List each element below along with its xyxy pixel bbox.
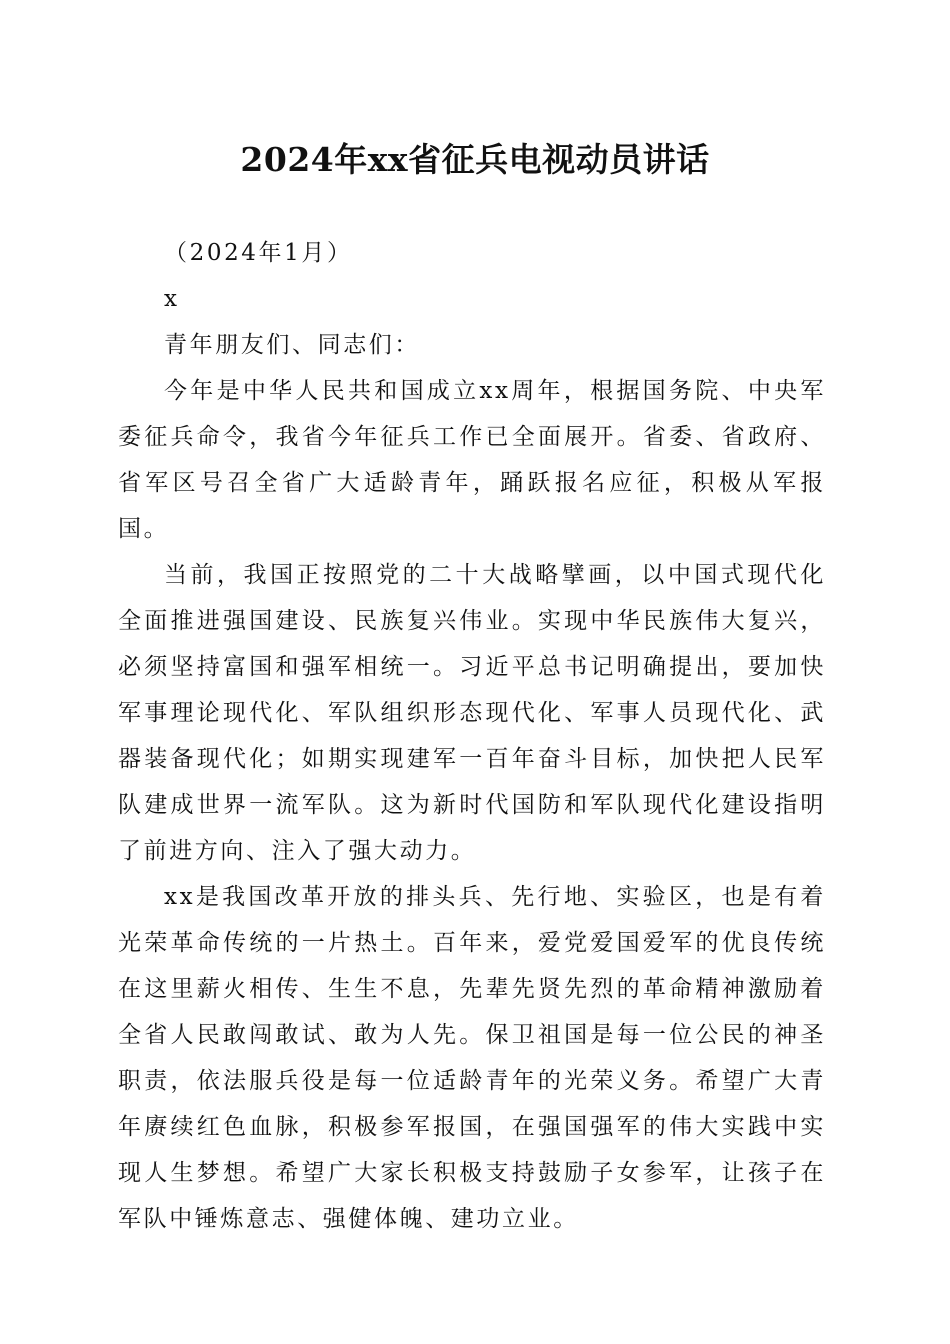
paragraph: 今年是中华人民共和国成立xx周年，根据国务院、中央军委征兵命令，我省今年征兵工作已全面展开。省委、省政府、省军区号召全省广大适龄青年，踊跃报名应征，积极从军报国。 <box>118 378 826 542</box>
document-salutation: 青年朋友们、同志们： <box>164 332 420 358</box>
paragraph: xx是我国改革开放的排头兵、先行地、实验区，也是有着光荣革命传统的一片热土。百年来，爱党爱国爱军的优良传统在这里薪火相传、生生不息，先辈先贤先烈的革命精神激励着全省人民敢闯敢试、敢为人先。保卫祖国是每一位公民的神圣职责，依法服兵役是每一位适龄青年的光荣义务。希望广大青年赓续红色血脉，积极参军报国，在强国强军的伟大实践中实现人生梦想。希望广大家长积极支持鼓励子女参军，让孩子在军队中锤炼意志、强健体魄、建功立业。 <box>118 884 826 1232</box>
document-date: （2024年1月） <box>164 240 353 266</box>
paragraph: 当前，我国正按照党的二十大战略擘画，以中国式现代化全面推进强国建设、民族复兴伟业。实现中华民族伟大复兴，必须坚持富国和强军相统一。习近平总书记明确提出，要加快军事理论现代化、军队组织形态现代化、军事人员现代化、武器装备现代化；如期实现建军一百年奋斗目标，加快把人民军队建成世界一流军队。这为新时代国防和军队现代化建设指明了前进方向、注入了强大动力。 <box>118 562 826 864</box>
document-body <box>118 230 826 1242</box>
document-title: 2024年xx省征兵电视动员讲话 <box>240 140 710 179</box>
document-author: x <box>164 286 180 312</box>
